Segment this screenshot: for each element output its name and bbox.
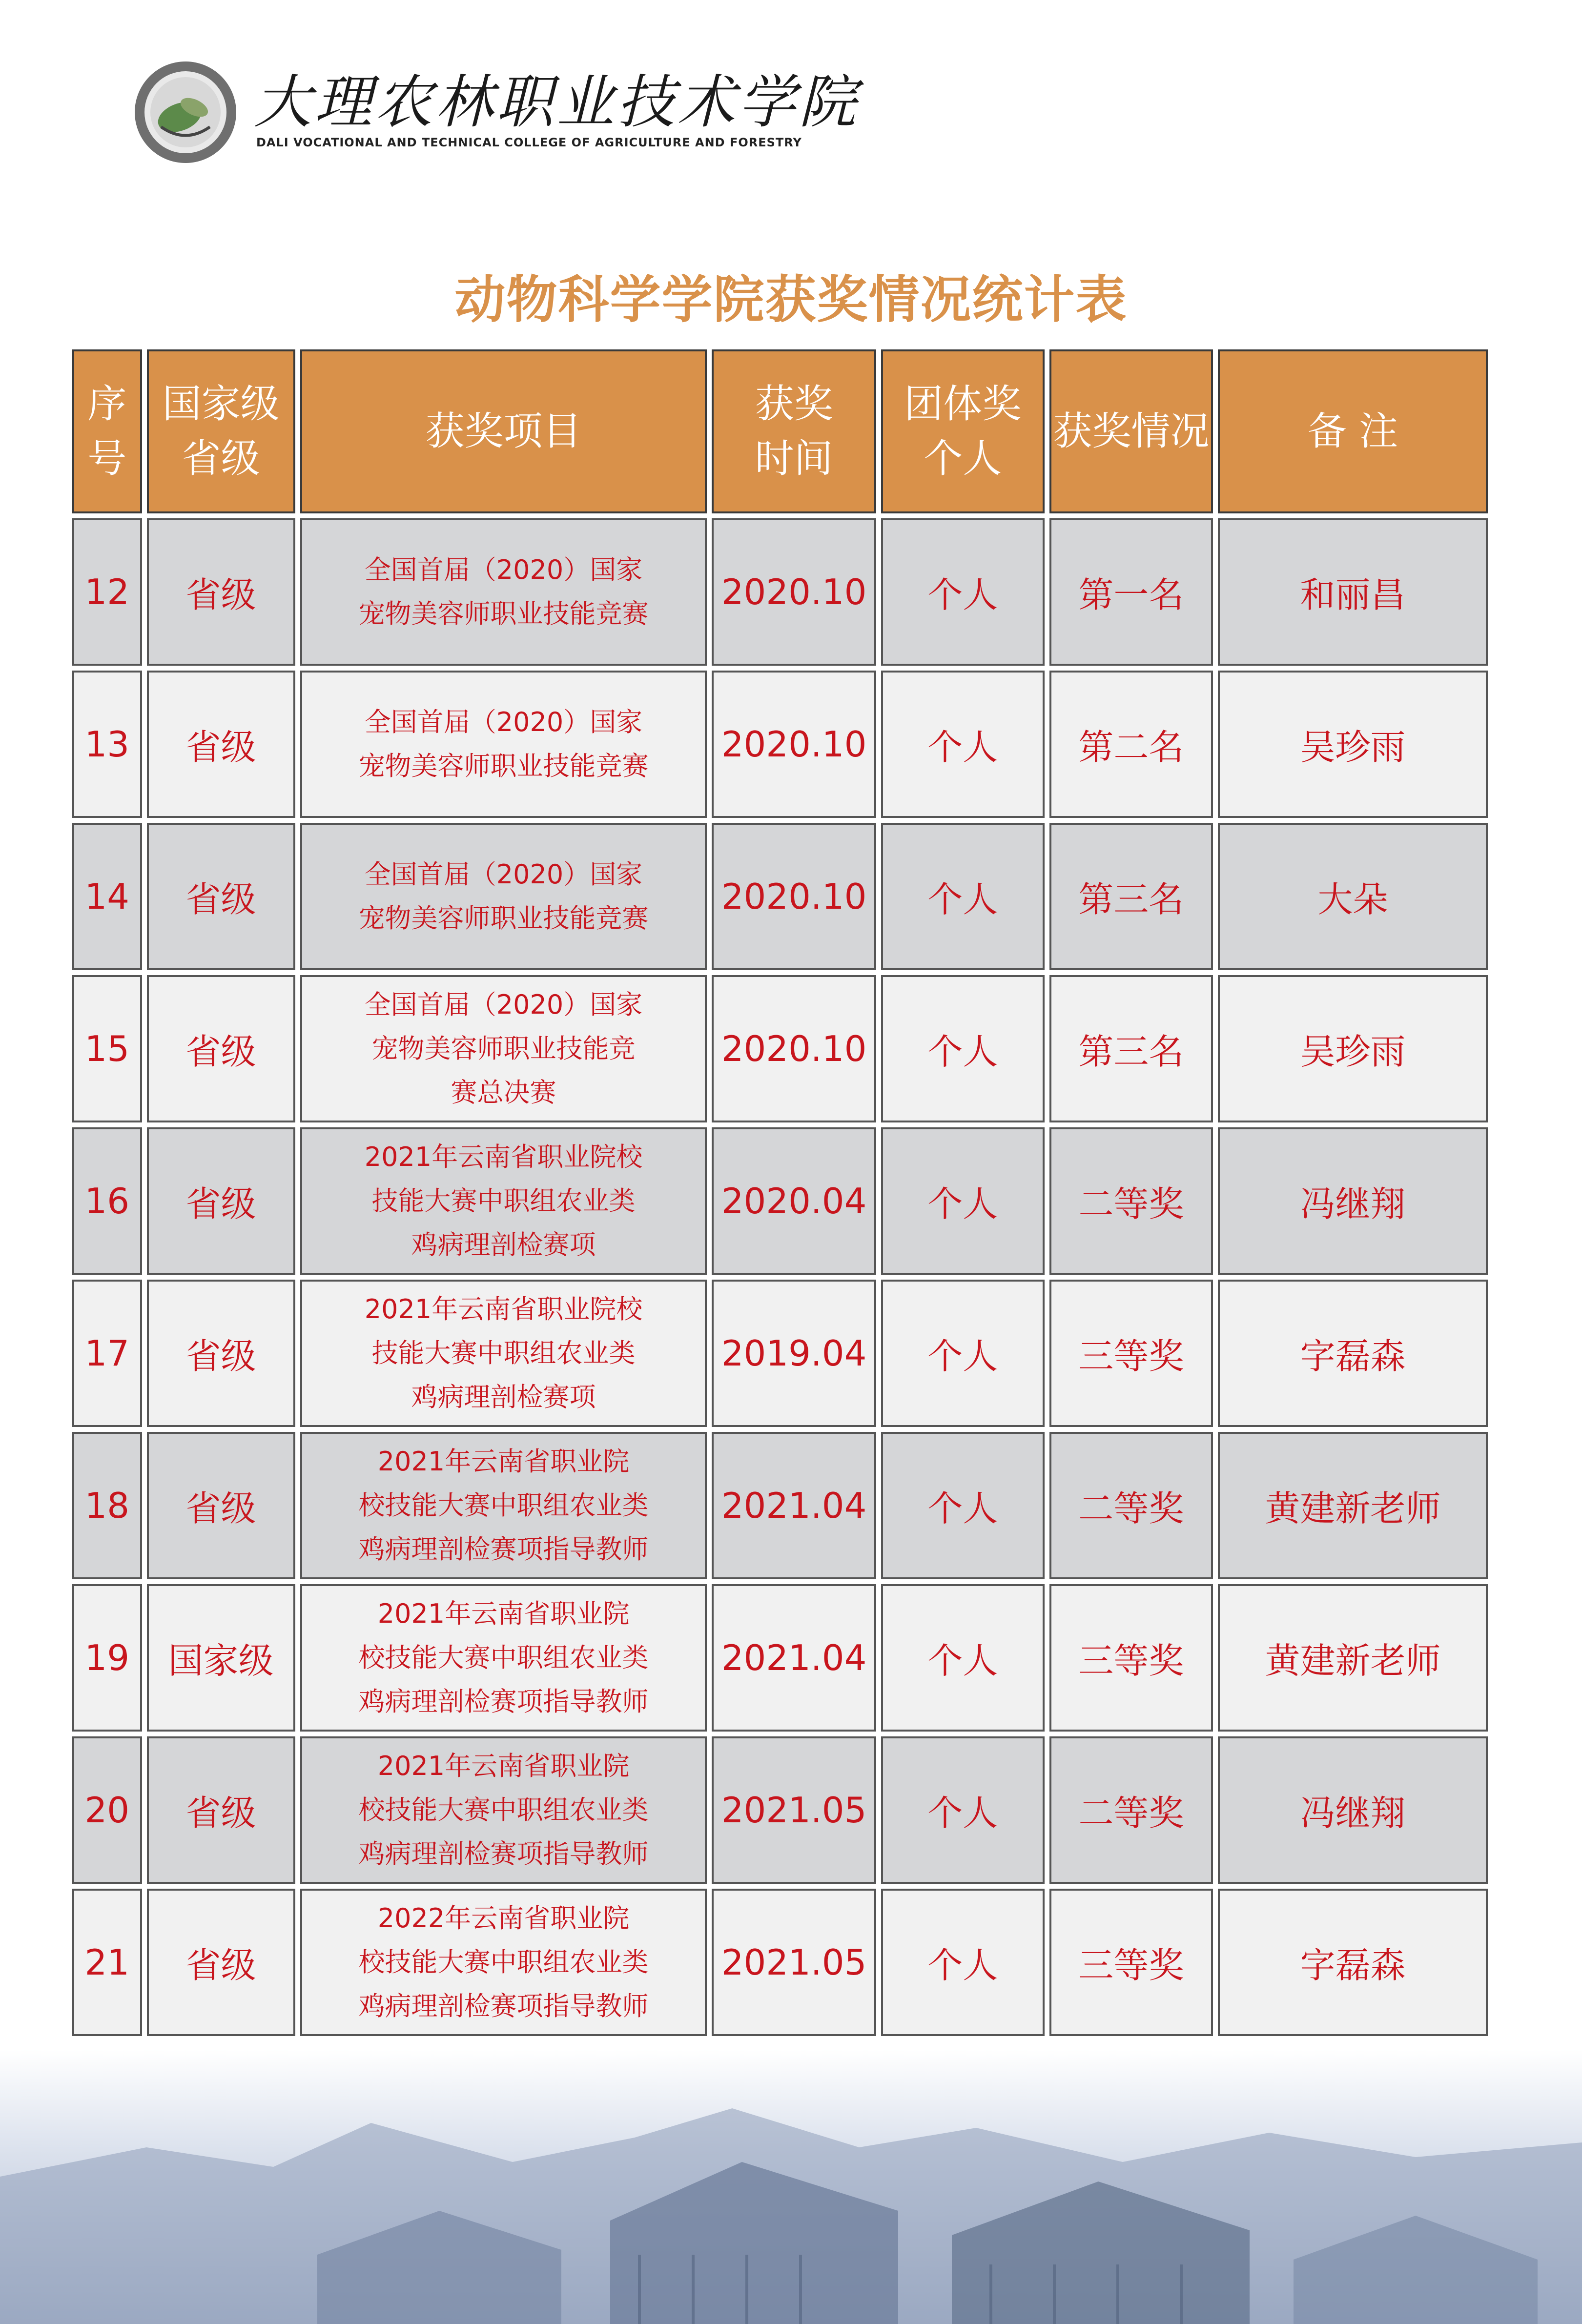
cell-type: 个人 xyxy=(881,1584,1045,1732)
cell-serial: 17 xyxy=(72,1280,142,1427)
cell-note: 黄建新老师 xyxy=(1218,1584,1488,1732)
cell-serial: 12 xyxy=(72,518,142,666)
cell-type: 个人 xyxy=(881,671,1045,818)
cell-date: 2021.04 xyxy=(712,1584,876,1732)
cell-project: 2021年云南省职业院校 技能大赛中职组农业类 鸡病理剖检赛项 xyxy=(300,1280,707,1427)
header-type: 团体奖 个人 xyxy=(881,349,1045,513)
header-result: 获奖情况 xyxy=(1049,349,1213,513)
table-row xyxy=(72,1584,1488,1732)
cell-note: 黄建新老师 xyxy=(1218,1432,1488,1579)
cell-level: 国家级 xyxy=(147,1584,295,1732)
cell-type: 个人 xyxy=(881,1280,1045,1427)
cell-project: 全国首届（2020）国家 宠物美容师职业技能竞 赛总决赛 xyxy=(300,975,707,1122)
cell-type: 个人 xyxy=(881,518,1045,666)
cell-type: 个人 xyxy=(881,823,1045,970)
cell-project: 2021年云南省职业院校 技能大赛中职组农业类 鸡病理剖检赛项 xyxy=(300,1127,707,1275)
cell-result: 第二名 xyxy=(1049,671,1213,818)
cell-result: 三等奖 xyxy=(1049,1889,1213,2036)
page-title: 动物科学学院获奖情况统计表 xyxy=(454,270,1128,329)
table-row xyxy=(72,1127,1488,1275)
cell-type: 个人 xyxy=(881,1432,1045,1579)
cell-date: 2020.04 xyxy=(712,1127,876,1275)
cell-project: 2022年云南省职业院 校技能大赛中职组农业类 鸡病理剖检赛项指导教师 xyxy=(300,1889,707,2036)
cell-type: 个人 xyxy=(881,1889,1045,2036)
cell-note: 冯继翔 xyxy=(1218,1127,1488,1275)
cell-note: 字磊森 xyxy=(1218,1280,1488,1427)
header-date: 获奖 时间 xyxy=(712,349,876,513)
cell-serial: 15 xyxy=(72,975,142,1122)
cell-note: 大朵 xyxy=(1218,823,1488,970)
college-emblem-icon xyxy=(132,59,239,166)
table-header-row xyxy=(72,349,1488,513)
cell-date: 2021.04 xyxy=(712,1432,876,1579)
cell-serial: 21 xyxy=(72,1889,142,2036)
header-project: 获奖项目 xyxy=(300,349,707,513)
table-row xyxy=(72,1889,1488,2036)
table-row xyxy=(72,671,1488,818)
cell-note: 吴珍雨 xyxy=(1218,975,1488,1122)
cell-result: 第三名 xyxy=(1049,975,1213,1122)
table-row xyxy=(72,1736,1488,1884)
cell-project: 2021年云南省职业院 校技能大赛中职组农业类 鸡病理剖检赛项指导教师 xyxy=(300,1584,707,1732)
page-header xyxy=(132,54,860,171)
cell-level: 省级 xyxy=(147,671,295,818)
header-note: 备 注 xyxy=(1218,349,1488,513)
table-row xyxy=(72,1280,1488,1427)
header-serial: 序 号 xyxy=(72,349,142,513)
cell-result: 三等奖 xyxy=(1049,1280,1213,1427)
cell-type: 个人 xyxy=(881,1736,1045,1884)
cell-project: 2021年云南省职业院 校技能大赛中职组农业类 鸡病理剖检赛项指导教师 xyxy=(300,1432,707,1579)
cell-level: 省级 xyxy=(147,1432,295,1579)
table-header xyxy=(72,349,1488,513)
cell-level: 省级 xyxy=(147,518,295,666)
cell-serial: 20 xyxy=(72,1736,142,1884)
campus-sketch-illustration xyxy=(0,2050,1582,2324)
table-row xyxy=(72,1432,1488,1579)
cell-result: 第一名 xyxy=(1049,518,1213,666)
cell-date: 2020.10 xyxy=(712,975,876,1122)
college-english-name: DALI VOCATIONAL AND TECHNICAL COLLEGE OF AGRICULTURE AND FORESTRY xyxy=(256,136,802,149)
cell-serial: 13 xyxy=(72,671,142,818)
cell-date: 2019.04 xyxy=(712,1280,876,1427)
cell-serial: 16 xyxy=(72,1127,142,1275)
cell-level: 省级 xyxy=(147,1127,295,1275)
award-table xyxy=(67,345,1493,2041)
cell-serial: 18 xyxy=(72,1432,142,1579)
cell-result: 第三名 xyxy=(1049,823,1213,970)
cell-level: 省级 xyxy=(147,823,295,970)
cell-result: 二等奖 xyxy=(1049,1127,1213,1275)
table-body xyxy=(72,518,1488,2036)
table-row xyxy=(72,518,1488,666)
header-level: 国家级 省级 xyxy=(147,349,295,513)
cell-note: 字磊森 xyxy=(1218,1889,1488,2036)
cell-project: 全国首届（2020）国家 宠物美容师职业技能竞赛 xyxy=(300,823,707,970)
cell-note: 和丽昌 xyxy=(1218,518,1488,666)
college-name: 大理农林职业技术学院 xyxy=(254,68,860,136)
cell-project: 全国首届（2020）国家 宠物美容师职业技能竞赛 xyxy=(300,518,707,666)
cell-serial: 14 xyxy=(72,823,142,970)
cell-note: 冯继翔 xyxy=(1218,1736,1488,1884)
cell-result: 三等奖 xyxy=(1049,1584,1213,1732)
table-row xyxy=(72,975,1488,1122)
cell-date: 2021.05 xyxy=(712,1889,876,2036)
cell-date: 2020.10 xyxy=(712,671,876,818)
cell-type: 个人 xyxy=(881,1127,1045,1275)
cell-level: 省级 xyxy=(147,975,295,1122)
cell-level: 省级 xyxy=(147,1280,295,1427)
cell-project: 2021年云南省职业院 校技能大赛中职组农业类 鸡病理剖检赛项指导教师 xyxy=(300,1736,707,1884)
cell-level: 省级 xyxy=(147,1889,295,2036)
cell-level: 省级 xyxy=(147,1736,295,1884)
cell-date: 2020.10 xyxy=(712,518,876,666)
cell-date: 2020.10 xyxy=(712,823,876,970)
cell-type: 个人 xyxy=(881,975,1045,1122)
cell-date: 2021.05 xyxy=(712,1736,876,1884)
cell-result: 二等奖 xyxy=(1049,1432,1213,1579)
cell-result: 二等奖 xyxy=(1049,1736,1213,1884)
cell-serial: 19 xyxy=(72,1584,142,1732)
cell-note: 吴珍雨 xyxy=(1218,671,1488,818)
cell-project: 全国首届（2020）国家 宠物美容师职业技能竞赛 xyxy=(300,671,707,818)
table-row xyxy=(72,823,1488,970)
